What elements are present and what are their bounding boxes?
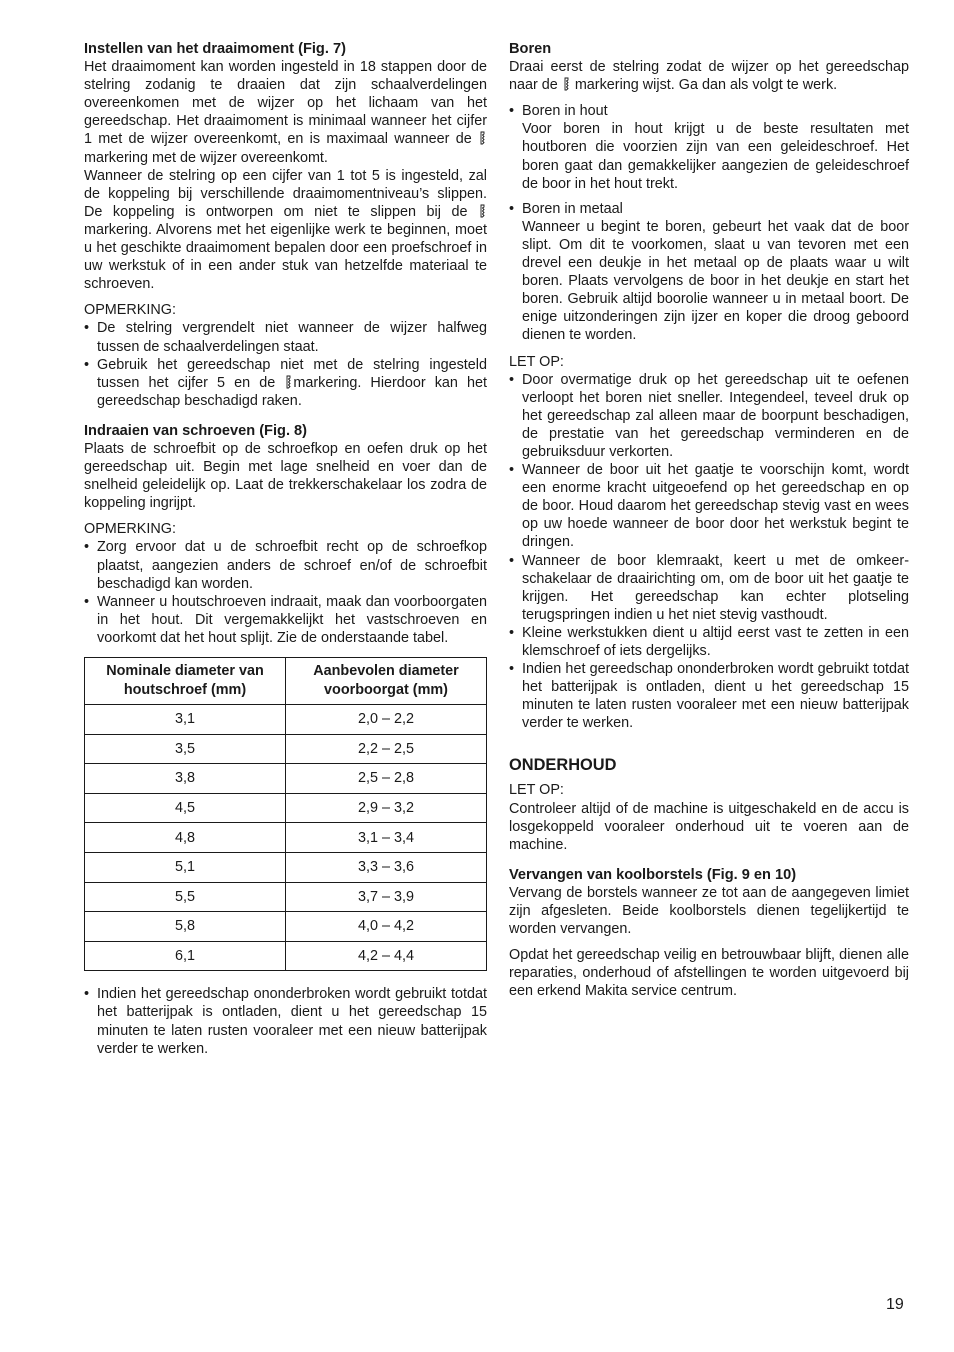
left-column [84, 40, 487, 1058]
table-row [85, 912, 487, 942]
table-row [85, 852, 487, 882]
list-item: • Kleine werkstukken dient u altijd eerst vast te zetten in een klemschroef of iets dergelijks. [509, 624, 909, 660]
drilling-intro: Draai eerst de stelring zodat de wijzer op het gereedschap naar de markering wijst. Ga dan als volgt te werk. [509, 59, 909, 94]
drill-mark-icon [285, 375, 292, 389]
drill-mark-icon [563, 77, 570, 91]
torque-section-title: Instellen van het draaimoment (Fig. 7) [84, 41, 346, 57]
list-item: • Indien het gereedschap ononderbroken wordt gebruikt totdat het batterijpak is ontladen, dient u het gereedschap 15 minuten te laten rusten vooraleer met een nieuw batterijpak verder te werken. [84, 985, 487, 1057]
table-cell: 5,8 [85, 912, 286, 942]
table-cell: 3,1 – 3,4 [286, 823, 487, 853]
maintenance-caution-text: Controleer altijd of de machine is uitgeschakeld en de accu is losgekoppeld vooraleer onderhoud uit te voeren aan de machine. [509, 800, 909, 853]
list-item [509, 200, 909, 345]
screw-section-title: Indraaien van schroeven (Fig. 8) [84, 422, 308, 439]
table-row [85, 882, 487, 912]
table-cell: 4,2 – 4,4 [286, 941, 487, 971]
list-item: • Gebruik het gereedschap niet met de stelring ingesteld tussen het cijfer 5 en de markering. Hierdoor kan het gereedschap beschadigd raken. [84, 356, 487, 410]
brushes-paragraph-1: Vervang de borstels wanneer ze tot aan de aangegeven limiet zijn afgesleten. Beide koolborstels dienen tegelijkertijd te worden vervangen. [509, 884, 909, 938]
table-row [85, 734, 487, 764]
table-cell: 4,0 – 4,2 [286, 912, 487, 942]
screw-paragraph: Plaats de schroefbit op de schroefkop en oefen druk op het gereedschap uit. Begin met lage snelheid en voer dan de snelheid geleidelijk op. Laat de trekkerschakelaar los zodra de koppeling ingrijpt. [84, 440, 487, 512]
caution-list [509, 371, 909, 733]
drilling-list [509, 102, 909, 344]
caution-label: LET OP: [509, 353, 564, 370]
metal-drilling-text: Wanneer u begint te boren, gebeurt het vaak dat de boor slipt. Om dit te voorkomen, slaat u van tevoren met een drevel een deukje in het metaal op de plaats waar u wilt boren. Plaats vervolgens de boor in het deukje en start het boren. Gebruik altijd boorolie wanneer u in metaal boort. De enige uitzonderingen zijn ijzer en koper die droog geboord dienen te worden. [522, 218, 909, 344]
right-column [509, 40, 909, 1001]
table-cell: 5,5 [85, 882, 286, 912]
drill-mark-icon [479, 131, 486, 145]
screw-note-list [84, 538, 487, 647]
list-item: • De stelring vergrendelt niet wanneer de wijzer halfweg tussen de schaalverdelingen staat. [84, 319, 487, 355]
maintenance-title: ONDERHOUD [509, 756, 617, 775]
table-cell: 3,1 [85, 705, 286, 735]
wood-drilling-title: • Boren in hout [522, 103, 608, 120]
table-cell: 4,8 [85, 823, 286, 853]
torque-note-list [84, 319, 487, 409]
torque-note-label: OPMERKING: [84, 302, 176, 319]
pilot-hole-table [84, 657, 487, 971]
list-item: • Wanneer de boor uit het gaatje te voorschijn komt, wordt een enorme kracht uitgeoefend op het gereedschap en op de boor. Houd daarom het gereedschap stevig vast en wees op uw hoede wanneer de boor door het werkstuk begint te dringen. [509, 461, 909, 551]
list-item: • Indien het gereedschap ononderbroken wordt gebruikt totdat het batterijpak is ontladen, dient u het gereedschap 15 minuten te laten rusten vooraleer met een nieuw batterijpak verder te werken. [509, 660, 909, 732]
table-cell: 4,5 [85, 793, 286, 823]
after-table-list [84, 985, 487, 1057]
wood-drilling-text: Voor boren in hout krijgt u de beste resultaten met houtboren die voorzien zijn van een geleideschroef. Het boren gaat dan gemakkelijker aangezien de geleideschroef de boor in het hout trekt. [522, 121, 909, 192]
metal-drilling-title: • Boren in metaal [522, 200, 623, 217]
table-row [85, 705, 487, 735]
list-item: • Wanneer de boor klemraakt, keert u met de omkeerschakelaar de draairichting om, om de boor uit het gaatje te krijgen. Het gereedschap kan echter plotseling terugspringen indien u het niet stevig vasthoudt. [509, 552, 909, 624]
list-item: • Wanneer u houtschroeven indraait, maak dan voorboorgaten in het hout. Dit vergemakkelijkt het vastschroeven en voorkomt dat het hout splijt. Zie de onderstaande tabel. [84, 593, 487, 647]
brushes-section-title: Vervangen van koolborstels (Fig. 9 en 10) [509, 866, 797, 883]
table-cell: 2,2 – 2,5 [286, 734, 487, 764]
table-cell: 6,1 [85, 941, 286, 971]
table-cell: 2,9 – 3,2 [286, 793, 487, 823]
list-item [509, 102, 909, 192]
table-row [85, 823, 487, 853]
list-item: • Zorg ervoor dat u de schroefbit recht op de schroefkop plaatst, aangezien anders de schroef en/of de schroefbit beschadigd kan worden. [84, 538, 487, 592]
table-row [85, 764, 487, 794]
maintenance-caution-label: LET OP: [509, 782, 564, 799]
table-header-nominal: Nominale diameter van houtschroef (mm) [85, 658, 286, 705]
torque-paragraph-2: Wanneer de stelring op een cijfer van 1 tot 5 is ingesteld, zal de koppeling bij verschillende draaimomentniveau’s slippen. De koppeling is ontworpen om niet te slippen bij de markering. Alvorens met het eigenlijke werk te beginnen, moet u het geschikte draaimoment bepalen door een proefschroef in uw werkstuk of in een ander stuk van hetzelfde materiaal te schroeven. [84, 167, 487, 293]
table-cell: 3,8 [85, 764, 286, 794]
table-cell: 3,5 [85, 734, 286, 764]
table-cell: 5,1 [85, 852, 286, 882]
drilling-section-title: Boren [509, 41, 552, 57]
table-header-recommended: Aanbevolen diameter voorboorgat (mm) [286, 658, 487, 705]
table-cell: 2,5 – 2,8 [286, 764, 487, 794]
drill-mark-icon [479, 204, 486, 218]
brushes-paragraph-2: Opdat het gereedschap veilig en betrouwbaar blijft, dienen alle reparaties, onderhoud of afstellingen te worden uitgevoerd bij een erkend Makita service centrum. [509, 947, 909, 1000]
torque-paragraph-1: Het draaimoment kan worden ingesteld in 18 stappen door de stelring zodanig te draaien dat zijn schaalverdelingen overeenkomen met de wijzer op het lichaam van het gereedschap. Het draaimoment is minimaal wanneer het cijfer 1 met de wijzer overeenkomt, en is maximaal wanneer de markering met de wijzer overeenkomt. [84, 59, 487, 166]
table-header-row [85, 658, 487, 705]
table-cell: 2,0 – 2,2 [286, 705, 487, 735]
table-row [85, 793, 487, 823]
table-cell: 3,3 – 3,6 [286, 852, 487, 882]
table-row [85, 941, 487, 971]
table-cell: 3,7 – 3,9 [286, 882, 487, 912]
list-item: • Door overmatige druk op het gereedschap uit te oefenen verloopt het boren niet sneller. Integendeel, teveel druk op het gereedschap zal alleen maar de boorpunt beschadigen, de prestatie van het gereedschap verminderen en de gebruiksduur verkorten. [509, 371, 909, 461]
page-number: 19 [886, 1296, 904, 1313]
screw-note-label: OPMERKING: [84, 521, 176, 538]
